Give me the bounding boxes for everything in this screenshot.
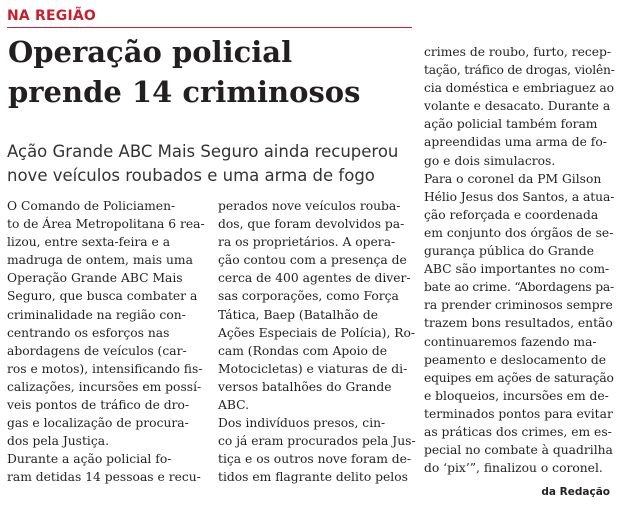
article-text-line: crimes de roubo, furto, recep-	[424, 45, 612, 59]
article-text-line: pecial no combate à quadrilha	[424, 443, 613, 458]
article-text-line: tidos em flagrante delito pelos	[218, 470, 408, 485]
article-text-line: Hélio Jesus dos Santos, a atua-	[424, 189, 615, 204]
headline	[8, 32, 412, 112]
article-column-2	[218, 197, 418, 487]
section-tag: NA REGIÃO	[7, 8, 97, 24]
article-text-line: Dos indivíduos presos, cin-	[218, 416, 386, 431]
article-text-line: ra os proprietários. A opera-	[218, 235, 396, 250]
article-text-line: terminados pontos para evitar	[424, 406, 613, 421]
article-text-line: as práticas dos crimes, em es-	[424, 424, 612, 439]
article-text-line: Operação Grande ABC Mais	[7, 271, 183, 286]
article-text-line: ram detidas 14 pessoas e recu-	[7, 470, 201, 485]
article-text-line: cam (Rondas com Apoio de	[218, 343, 387, 358]
subheadline-line: nove veículos roubados e uma arma de fogo	[7, 166, 375, 185]
article-text-line: abordagens de veículos (car-	[7, 343, 187, 358]
article-text-line: peamento e deslocamento de	[424, 352, 607, 367]
article-text-line: tação, tráfico de drogas, violên-	[424, 63, 615, 78]
article-text-line: Para o coronel da PM Gilson	[424, 171, 602, 186]
article-text-line: continuaremos fazendo ma-	[424, 334, 597, 349]
article-text-line: ABC são importantes no com-	[424, 262, 610, 277]
article-text-line: Motocicletas) e viaturas de di-	[218, 361, 408, 376]
article-text-line: em conjunto dos órgãos de se-	[424, 225, 614, 240]
article-text-line: veis pontos de tráfico de dro-	[7, 398, 190, 413]
article-text-line: ção reforçada e coordenada	[424, 207, 599, 222]
section-divider	[7, 27, 412, 28]
article-text-line: Tática, Baep (Batalhão de	[218, 307, 378, 322]
article-text-line: to de Área Metropolitana 6 rea-	[7, 217, 205, 232]
article-text-line: equipes em ações de saturação	[424, 370, 614, 385]
article-text-line: cerca de 400 agentes de diver-	[218, 271, 411, 286]
article-text-line: calizações, incursões em possí-	[7, 379, 202, 394]
article-column-1	[7, 197, 207, 487]
article-text-line: apreendidas uma arma de fo-	[424, 135, 607, 150]
byline: da Redação	[541, 486, 610, 498]
article-text-line: ação policial também foram	[424, 117, 598, 132]
article-text-line: criminalidade na região con-	[7, 307, 186, 322]
article-text-line: bate ao crime. “Abordagens pa-	[424, 280, 615, 295]
article-text-line: e bloqueios, incursões em de-	[424, 388, 609, 403]
article-text-line: lizou, entre sexta-feira e a	[7, 235, 171, 250]
article-text-line: ção contou com a presença de	[218, 253, 407, 268]
article-text-line: gurança pública do Grande	[424, 244, 594, 259]
article-text-line: go e dois simulacros.	[424, 153, 556, 168]
article-column-3	[424, 43, 614, 477]
article-text-line: Seguro, que busca combater a	[7, 289, 198, 304]
subheadline-line: Ação Grande ABC Mais Seguro ainda recuperou	[7, 142, 399, 161]
article-text-line: sas corporações, como Força	[218, 289, 399, 304]
article-text-line: versos batalhões do Grande	[218, 379, 392, 394]
article-text-line: dos pela Justiça.	[7, 434, 109, 449]
article-text-line: O Comando de Policiamen-	[7, 199, 176, 213]
article-text-line: gas e localização de procura-	[7, 416, 189, 431]
article-text-line: perados nove veículos rouba-	[218, 199, 401, 213]
article-text-line: centrando os esforços nas	[7, 325, 170, 340]
article-text-line: do ‘pix’”, finalizou o coronel.	[424, 461, 603, 476]
article-text-line: tiça e os outros nove foram de-	[218, 452, 412, 467]
article-text-line: madruga de ontem, mais uma	[7, 253, 193, 268]
subheadline	[7, 140, 417, 188]
article-text-line: co já eram procurados pela Jus-	[218, 434, 416, 449]
article-text-line: ABC.	[218, 398, 250, 413]
article-text-line: Ações Especiais de Polícia), Ro-	[218, 325, 416, 340]
article-text-line: dos, que foram devolvidos pa-	[218, 217, 405, 232]
headline-line: prende 14 criminosos	[8, 75, 361, 109]
article-text-line: volante e desacato. Durante a	[424, 99, 611, 114]
article-text-line: trazem bons resultados, então	[424, 316, 613, 331]
headline-line: Operação policial	[8, 35, 293, 69]
article-text-line: cia doméstica e embriaguez ao	[424, 81, 614, 96]
article-text-line: ros e motos), intensificando fis-	[7, 361, 203, 376]
article-text-line: ra prender criminosos sempre	[424, 298, 613, 313]
article-text-line: Durante a ação policial fo-	[7, 452, 172, 467]
